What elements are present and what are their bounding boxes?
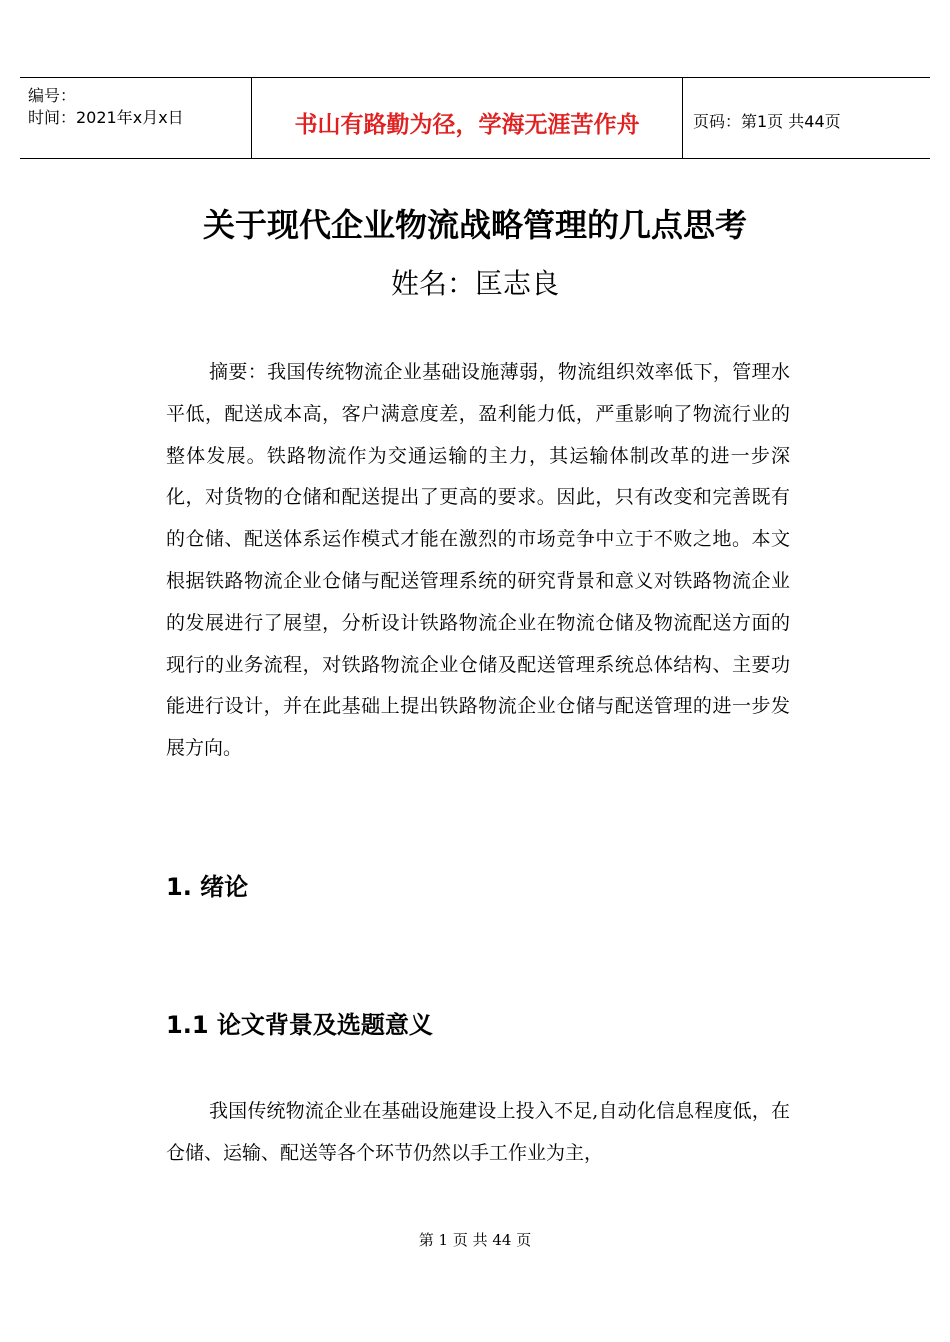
- body-paragraph: 我国传统物流企业在基础设施建设上投入不足,自动化信息程度低，在仓储、运输、配送等各个环节仍然以手工作业为主，: [166, 1100, 790, 1164]
- section-heading-1: 1. 绪论: [166, 873, 249, 901]
- header-motto-cell: [252, 78, 683, 158]
- author-line: 姓名：匡志良: [390, 267, 559, 300]
- time-label: 时间：2021年x月x日: [28, 108, 184, 127]
- abstract-paragraph: 摘要：我国传统物流企业基础设施薄弱，物流组织效率低下，管理水平低，配送成本高，客户满意度差，盈利能力低，严重影响了物流行业的整体发展。铁路物流作为交通运输的主力，其运输体制改革的进一步深化，对货物的仓储和配送提出了更高的要求。因此，只有改变和完善既有的仓储、配送体系运作模式才能在激烈的市场竞争中立于不败之地。本文根据铁路物流企业仓储与配送管理系统的研究背景和意义对铁路物流企业的发展进行了展望，分析设计铁路物流企业在物流仓储及物流配送方面的现行的业务流程，对铁路物流企业仓储及配送管理系统总体结构、主要功能进行设计，并在此基础上提出铁路物流企业仓储与配送管理的进一步发展方向。: [166, 361, 790, 760]
- header-page-cell: [683, 78, 930, 158]
- header-page-info: 页码：第1页 共44页: [693, 112, 841, 131]
- document-header-table: [20, 77, 930, 159]
- number-label: 编号：: [28, 86, 77, 105]
- header-motto: 书山有路勤为径，学海无涯苦作舟: [294, 112, 640, 138]
- section-heading-1-1: 1.1 论文背景及选题意义: [166, 1011, 433, 1039]
- page-footer: 第 1 页 共 44 页: [418, 1231, 532, 1249]
- header-meta-cell: [20, 78, 252, 158]
- document-title: 关于现代企业物流战略管理的几点思考: [202, 206, 747, 244]
